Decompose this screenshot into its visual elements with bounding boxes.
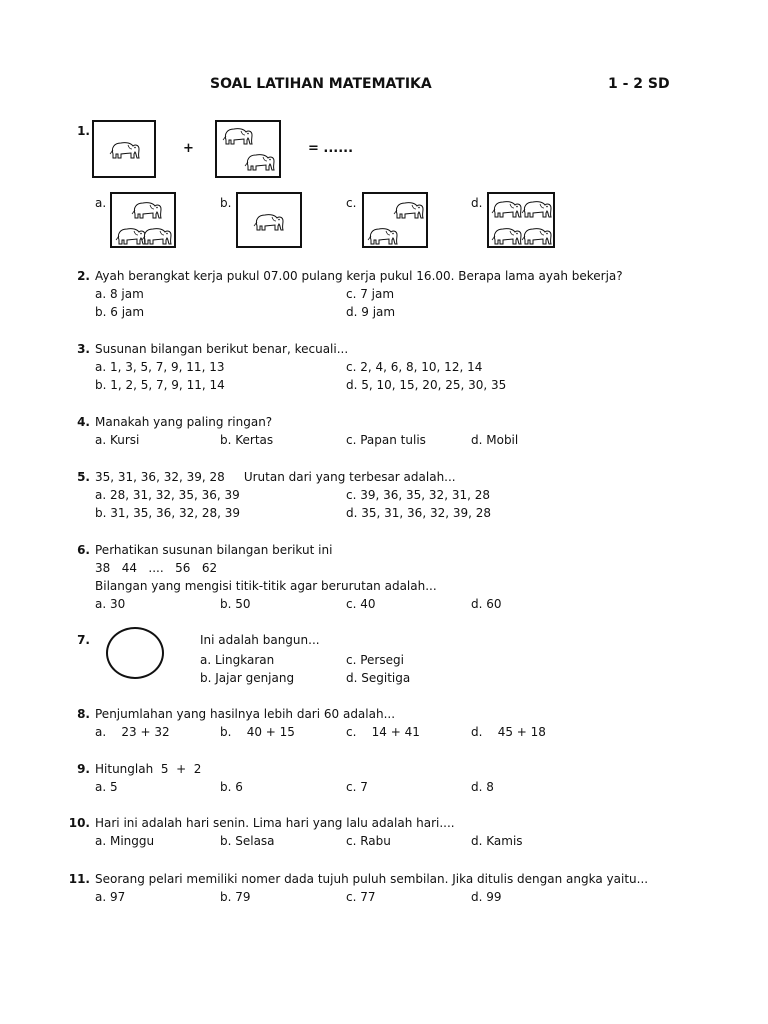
q1-option-a-label: a. bbox=[95, 196, 107, 210]
q7-option-c[interactable]: c. Persegi bbox=[346, 653, 404, 667]
q1-option-a-box[interactable] bbox=[110, 192, 176, 248]
q4-option-d[interactable]: d. Mobil bbox=[471, 433, 519, 447]
circle-shape bbox=[106, 627, 164, 679]
q11-option-b[interactable]: b. 79 bbox=[220, 890, 251, 904]
q9-number: 9. bbox=[77, 762, 90, 776]
q6-number: 6. bbox=[77, 543, 90, 557]
q1-option-b-box[interactable] bbox=[236, 192, 302, 248]
equals-blank: = ...... bbox=[308, 141, 354, 156]
q5-option-a[interactable]: a. 28, 31, 32, 35, 36, 39 bbox=[95, 488, 240, 502]
q11-option-a[interactable]: a. 97 bbox=[95, 890, 126, 904]
q7-number: 7. bbox=[77, 633, 90, 647]
q9-option-c[interactable]: c. 7 bbox=[346, 780, 368, 794]
q8-option-c[interactable]: c. 14 + 41 bbox=[346, 725, 420, 739]
page-title: SOAL LATIHAN MATEMATIKA bbox=[210, 76, 432, 92]
q8-text: Penjumlahan yang hasilnya lebih dari 60 adalah... bbox=[95, 707, 396, 721]
elephant-icon bbox=[490, 224, 524, 246]
q10-number: 10. bbox=[68, 816, 90, 830]
q8-option-d[interactable]: d. 45 + 18 bbox=[471, 725, 546, 739]
q4-option-b[interactable]: b. Kertas bbox=[220, 433, 274, 447]
q10-option-d[interactable]: d. Kamis bbox=[471, 834, 523, 848]
q3-option-a[interactable]: a. 1, 3, 5, 7, 9, 11, 13 bbox=[95, 360, 225, 374]
q8-number: 8. bbox=[77, 707, 90, 721]
elephant-icon bbox=[520, 197, 554, 219]
q10-text: Hari ini adalah hari senin. Lima hari yang lalu adalah hari.... bbox=[95, 816, 455, 830]
q9-option-a[interactable]: a. 5 bbox=[95, 780, 118, 794]
elephant-icon bbox=[490, 197, 524, 219]
q1-box-two-elephants bbox=[215, 120, 281, 178]
q5-text: 35, 31, 36, 32, 39, 28 Urutan dari yang terbesar adalah... bbox=[95, 470, 456, 484]
elephant-icon bbox=[130, 198, 164, 220]
q6-text: Perhatikan susunan bilangan berikut ini bbox=[95, 543, 333, 557]
q11-option-c[interactable]: c. 77 bbox=[346, 890, 376, 904]
q10-option-c[interactable]: c. Rabu bbox=[346, 834, 391, 848]
q3-option-d[interactable]: d. 5, 10, 15, 20, 25, 30, 35 bbox=[346, 378, 507, 392]
q4-number: 4. bbox=[77, 415, 90, 429]
q6-option-b[interactable]: b. 50 bbox=[220, 597, 251, 611]
elephant-icon bbox=[108, 138, 142, 160]
q5-option-d[interactable]: d. 35, 31, 36, 32, 39, 28 bbox=[346, 506, 492, 520]
q7-text: Ini adalah bangun... bbox=[200, 633, 320, 647]
q8-option-a[interactable]: a. 23 + 32 bbox=[95, 725, 170, 739]
elephant-icon bbox=[392, 198, 426, 220]
q7-option-b[interactable]: b. Jajar genjang bbox=[200, 671, 295, 685]
elephant-icon bbox=[140, 224, 174, 246]
q11-text: Seorang pelari memiliki nomer dada tujuh puluh sembilan. Jika ditulis dengan angka yaitu... bbox=[95, 872, 649, 886]
q6-sequence: 38 44 .... 56 62 bbox=[95, 561, 218, 575]
q1-option-c-label: c. bbox=[346, 196, 357, 210]
q2-option-a[interactable]: a. 8 jam bbox=[95, 287, 144, 301]
q11-option-d[interactable]: d. 99 bbox=[471, 890, 502, 904]
q10-option-a[interactable]: a. Minggu bbox=[95, 834, 155, 848]
q2-number: 2. bbox=[77, 269, 90, 283]
q6-option-d[interactable]: d. 60 bbox=[471, 597, 502, 611]
q2-option-c[interactable]: c. 7 jam bbox=[346, 287, 395, 301]
q9-text: Hitunglah 5 + 2 bbox=[95, 762, 202, 776]
q7-option-a[interactable]: a. Lingkaran bbox=[200, 653, 275, 667]
elephant-icon bbox=[243, 150, 277, 172]
q1-box-one-elephant bbox=[92, 120, 156, 178]
elephant-icon bbox=[520, 224, 554, 246]
q4-text: Manakah yang paling ringan? bbox=[95, 415, 273, 429]
q4-option-a[interactable]: a. Kursi bbox=[95, 433, 140, 447]
elephant-icon bbox=[221, 124, 255, 146]
q1-option-d-box[interactable] bbox=[487, 192, 555, 248]
q1-option-d-label: d. bbox=[471, 196, 483, 210]
elephant-icon bbox=[252, 210, 286, 232]
q9-option-d[interactable]: d. 8 bbox=[471, 780, 494, 794]
q2-option-d[interactable]: d. 9 jam bbox=[346, 305, 396, 319]
grade-label: 1 - 2 SD bbox=[608, 76, 670, 92]
q5-option-b[interactable]: b. 31, 35, 36, 32, 28, 39 bbox=[95, 506, 241, 520]
plus-sign: + bbox=[183, 141, 194, 156]
q3-number: 3. bbox=[77, 342, 90, 356]
q4-option-c[interactable]: c. Papan tulis bbox=[346, 433, 426, 447]
q2-text: Ayah berangkat kerja pukul 07.00 pulang kerja pukul 16.00. Berapa lama ayah bekerja? bbox=[95, 269, 623, 283]
q1-option-b-label: b. bbox=[220, 196, 232, 210]
q3-option-b[interactable]: b. 1, 2, 5, 7, 9, 11, 14 bbox=[95, 378, 225, 392]
elephant-icon bbox=[366, 224, 400, 246]
q7-option-d[interactable]: d. Segitiga bbox=[346, 671, 411, 685]
q2-option-b[interactable]: b. 6 jam bbox=[95, 305, 145, 319]
q6-option-a[interactable]: a. 30 bbox=[95, 597, 126, 611]
q1-number: 1. bbox=[77, 124, 90, 138]
q3-text: Susunan bilangan berikut benar, kecuali... bbox=[95, 342, 349, 356]
q5-number: 5. bbox=[77, 470, 90, 484]
q3-option-c[interactable]: c. 2, 4, 6, 8, 10, 12, 14 bbox=[346, 360, 483, 374]
q6-text-2: Bilangan yang mengisi titik-titik agar berurutan adalah... bbox=[95, 579, 437, 593]
q5-option-c[interactable]: c. 39, 36, 35, 32, 31, 28 bbox=[346, 488, 490, 502]
q6-option-c[interactable]: c. 40 bbox=[346, 597, 376, 611]
q1-option-c-box[interactable] bbox=[362, 192, 428, 248]
q8-option-b[interactable]: b. 40 + 15 bbox=[220, 725, 295, 739]
q11-number: 11. bbox=[68, 872, 90, 886]
q9-option-b[interactable]: b. 6 bbox=[220, 780, 243, 794]
q10-option-b[interactable]: b. Selasa bbox=[220, 834, 275, 848]
